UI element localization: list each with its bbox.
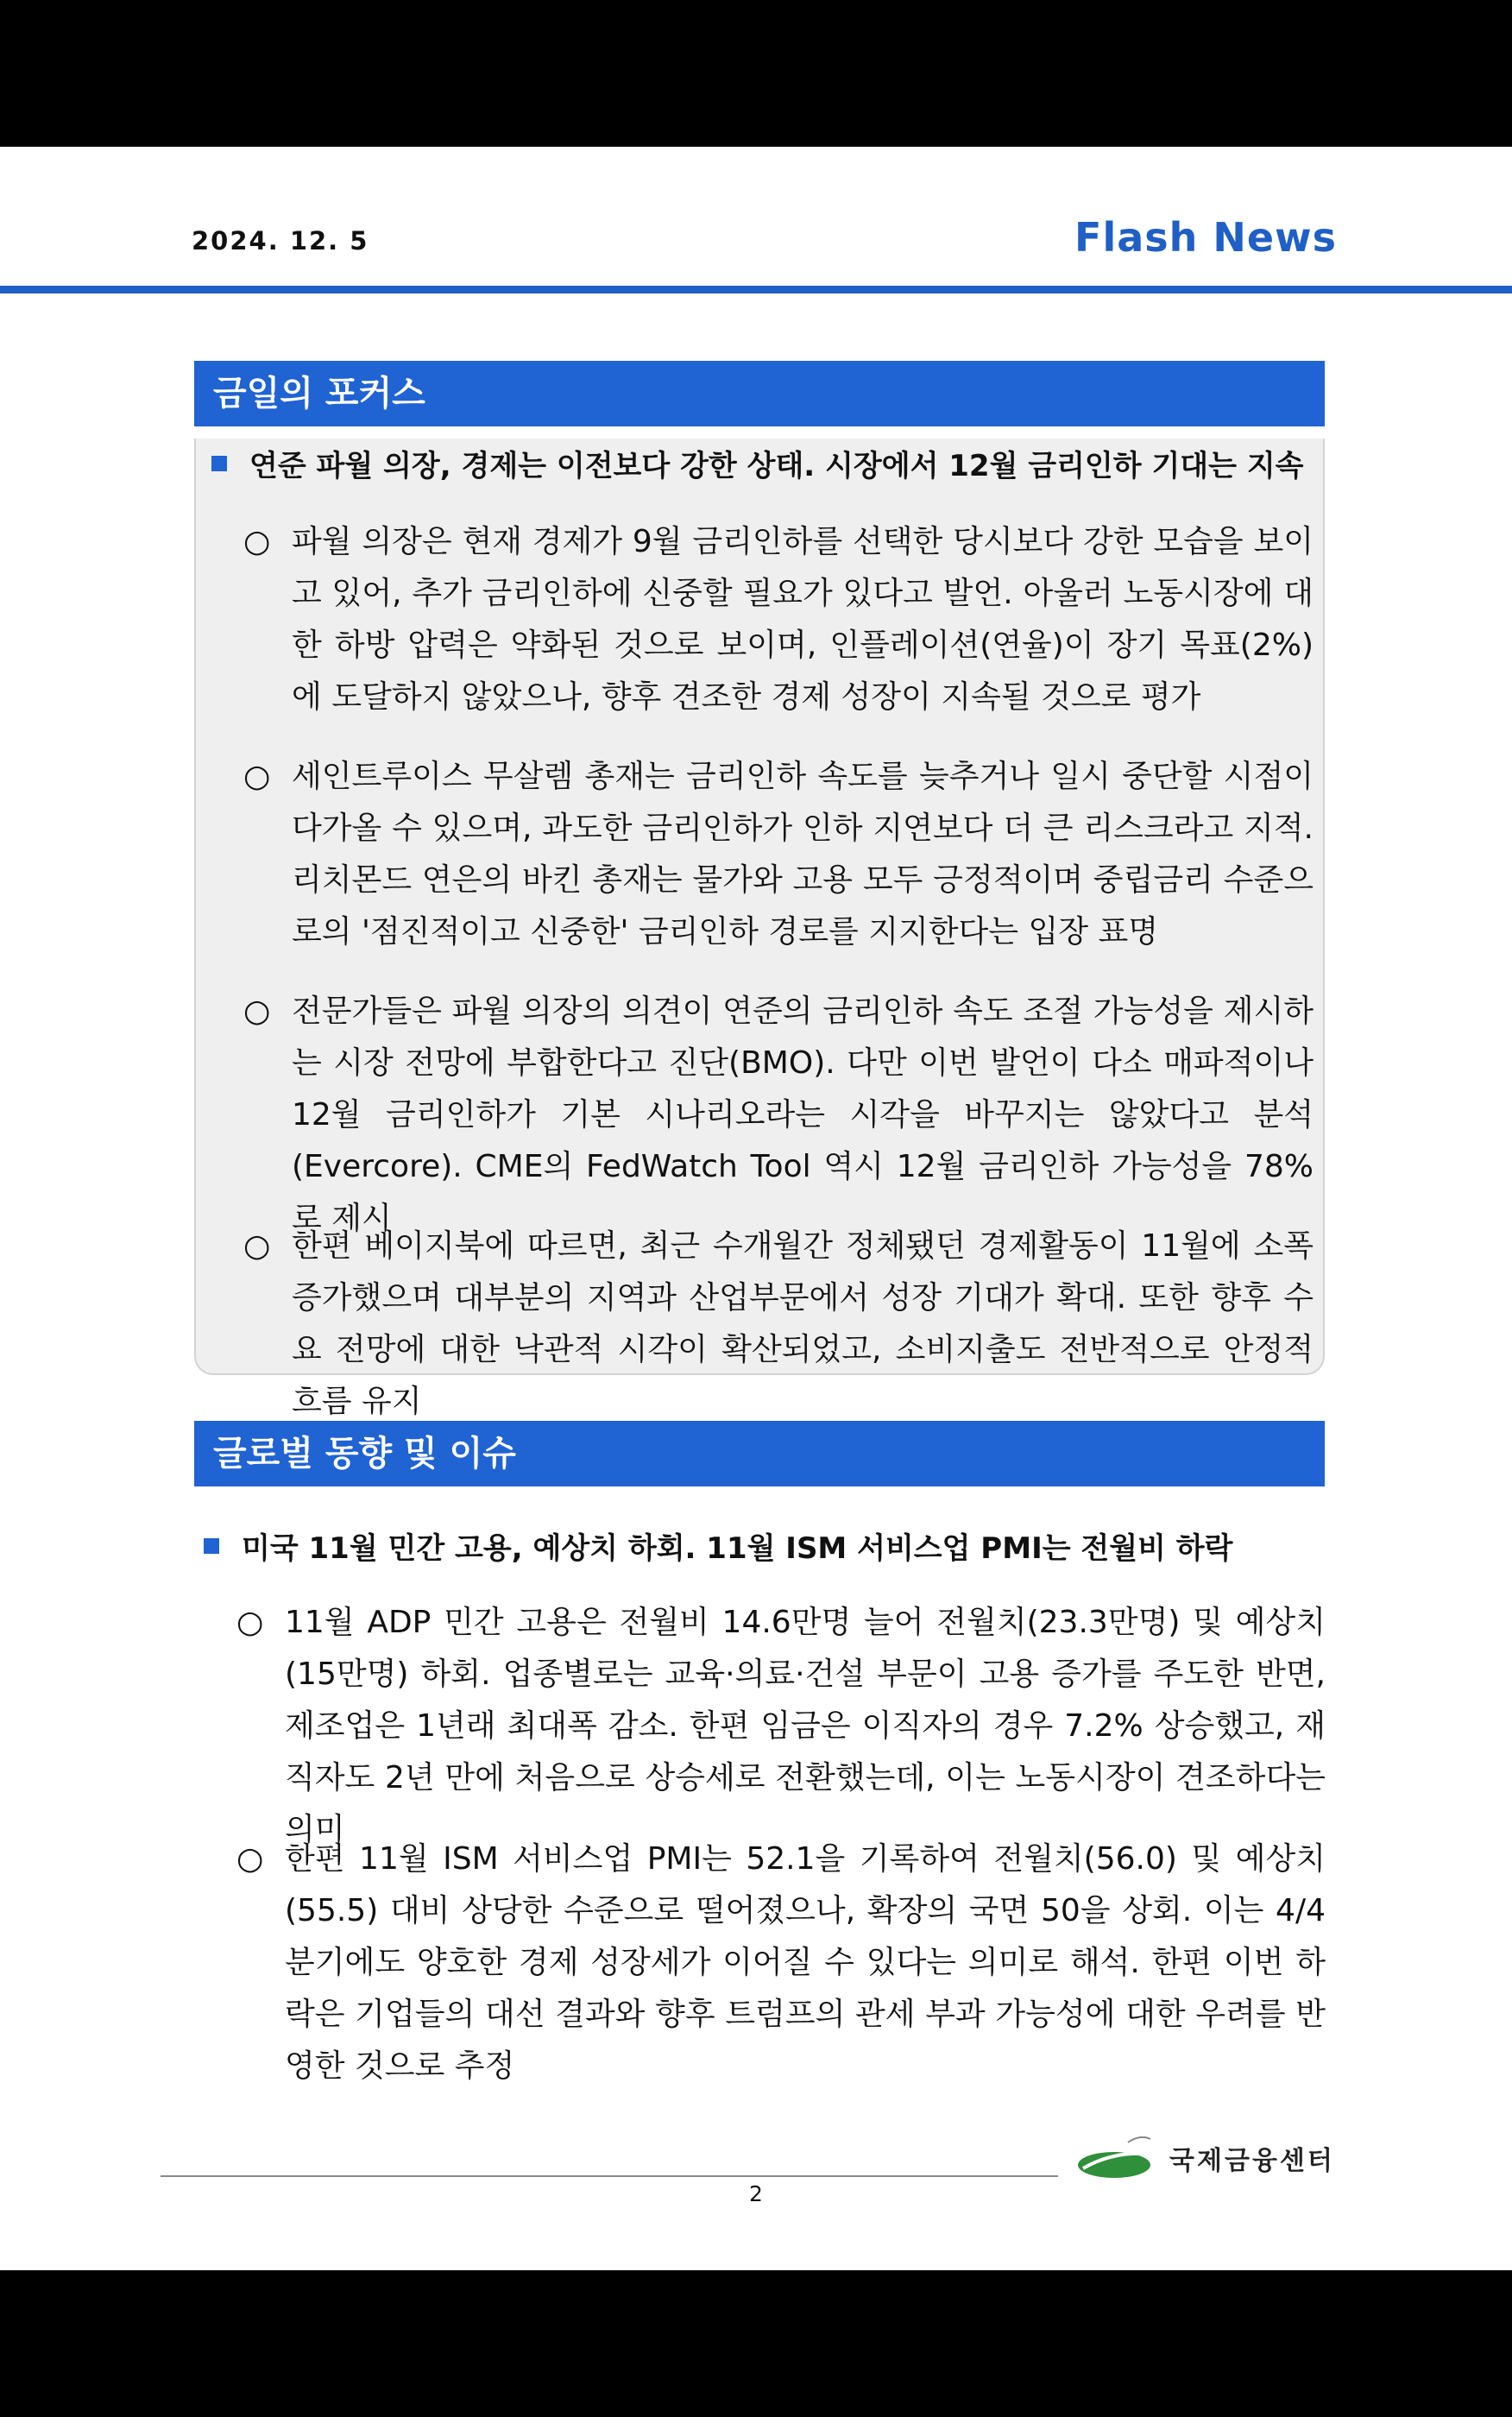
square-bullet-icon xyxy=(204,1538,219,1554)
bullet-text: 한편 11월 ISM 서비스업 PMI는 52.1을 기록하여 전월치(56.0) 및 예상치(55.5) 대비 상당한 수준으로 떨어졌으나, 확장의 국면 50을 상회. 이는 4/4분기에도 양호한 경제 성장세가 이어질 수 있다는 의미로 해석. 한편 이번 하락은 기업들의 대선 결과와 향후 트럼프의 관세 부과 가능성에 대한 우려를 반영한 것으로 추정 xyxy=(285,1841,1326,2084)
list-item xyxy=(236,1597,1326,1856)
section-headline-focus xyxy=(211,442,1304,484)
headline-text: 연준 파월 의장, 경제는 이전보다 강한 상태. 시장에서 12월 금리인하 기대는 지속 xyxy=(249,449,1304,483)
document-page xyxy=(0,147,1512,2270)
circle-bullet-icon: ○ xyxy=(236,1605,264,1640)
circle-bullet-icon: ○ xyxy=(243,994,271,1029)
section-title-global: 글로벌 동향 및 이슈 xyxy=(194,1421,1325,1486)
report-date: 2024. 12. 5 xyxy=(192,226,369,256)
header-divider xyxy=(0,286,1512,293)
circle-bullet-icon: ○ xyxy=(243,524,271,559)
headline-text: 미국 11월 민간 고용, 예상치 하회. 11월 ISM 서비스업 PMI는 전월비 하락 xyxy=(242,1531,1233,1566)
bullet-text: 한편 베이지북에 따르면, 최근 수개월간 정체됐던 경제활동이 11월에 소폭 증가했으며 대부분의 지역과 산업부문에서 성장 기대가 확대. 또한 향후 수요 전망에 대한 낙관적 시각이 확산되었고, 소비지출도 전반적으로 안정적 흐름 유지 xyxy=(292,1228,1314,1419)
section-headline-global xyxy=(204,1524,1232,1567)
org-name: 국제금융센터 xyxy=(1169,2146,1335,2176)
report-brand: Flash News xyxy=(1074,214,1337,261)
bullet-text: 11월 ADP 민간 고용은 전월비 14.6만명 늘어 전월치(23.3만명) 및 예상치(15만명) 하회. 업종별로는 교육·의료·건설 부문이 고용 증가를 주도한 반면, 제조업은 1년래 최대폭 감소. 한편 임금은 이직자의 경우 7.2% 상승했고, 재직자도 2년 만에 처음으로 상승세로 전환했는데, 이는 노동시장이 견조하다는 의미 xyxy=(285,1605,1326,1847)
circle-bullet-icon: ○ xyxy=(243,759,271,794)
bullet-text: 전문가들은 파월 의장의 의견이 연준의 금리인하 속도 조절 가능성을 제시하는 시장 전망에 부합한다고 진단(BMO). 다만 이번 발언이 다소 매파적이나 12월 금리인하가 기본 시나리오라는 시각을 바꾸지는 않았다고 분석(Evercore). CME의 FedWatch Tool 역시 12월 금리인하 가능성을 78%로 제시 xyxy=(292,994,1314,1236)
circle-bullet-icon: ○ xyxy=(236,1841,264,1877)
square-bullet-icon xyxy=(211,456,227,471)
footer-divider xyxy=(161,2175,1058,2177)
list-item xyxy=(243,751,1314,958)
bullet-text: 파월 의장은 현재 경제가 9월 금리인하를 선택한 당시보다 강한 모습을 보이고 있어, 추가 금리인하에 신중할 필요가 있다고 발언. 아울러 노동시장에 대한 하방 압력은 약화된 것으로 보이며, 인플레이션(연율)이 장기 목표(2%)에 도달하지 않았으나, 향후 견조한 경제 성장이 지속될 것으로 평가 xyxy=(292,524,1314,715)
section-title-focus: 금일의 포커스 xyxy=(194,361,1325,426)
list-item xyxy=(243,516,1314,723)
list-item xyxy=(243,986,1314,1245)
page-number: 2 xyxy=(749,2181,763,2206)
list-item xyxy=(243,1221,1314,1428)
circle-bullet-icon: ○ xyxy=(243,1228,271,1264)
bullet-text: 세인트루이스 무살렘 총재는 금리인하 속도를 늦추거나 일시 중단할 시점이 다가올 수 있으며, 과도한 금리인하가 인하 지연보다 더 큰 리스크라고 지적. 리치몬드 연은의 바킨 총재는 물가와 고용 모두 긍정적이며 중립금리 수준으로의 '점진적이고 신중한' 금리인하 경로를 지지한다는 입장 표명 xyxy=(292,759,1314,950)
kcif-logo-icon xyxy=(1074,2132,1152,2184)
list-item xyxy=(236,1833,1326,2092)
